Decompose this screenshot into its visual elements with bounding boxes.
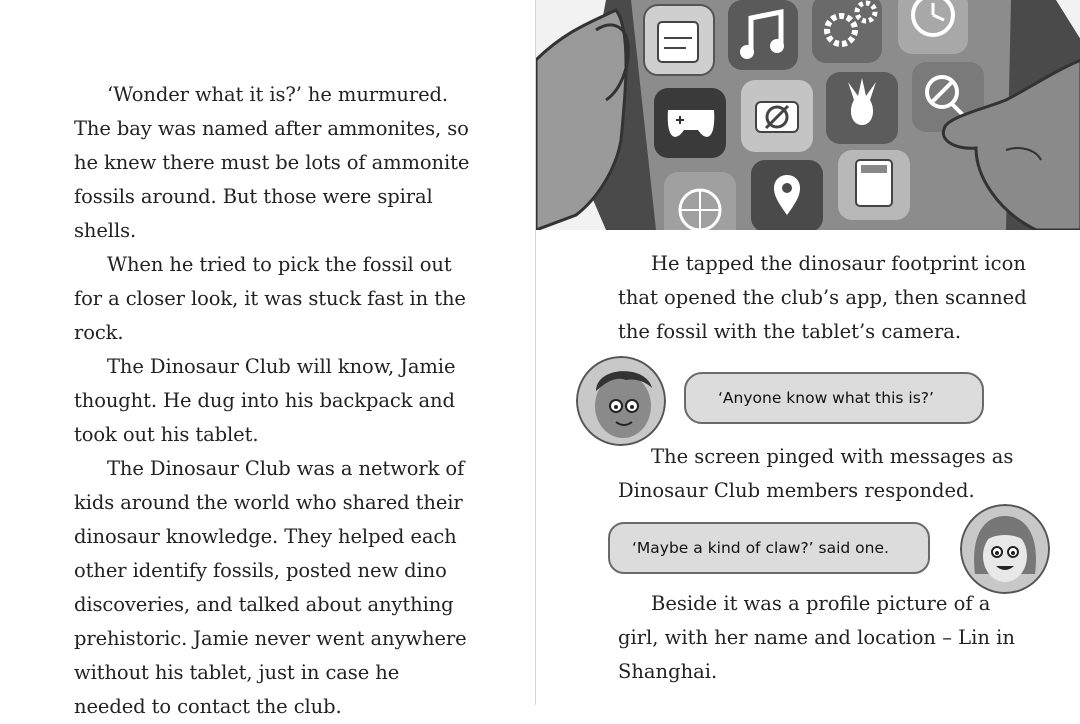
camera-off-icon [741, 80, 813, 152]
speech-bubble-jamie [684, 372, 984, 424]
left-paragraph-4: The Dinosaur Club was a network of kids around the world who shared their dinosaur knowledge. They helped each other identify fossils, posted new dino discoveries, and talked about anything prehistoric. Jamie never went anywhere without his tablet, just in case he needed to contact the club. [74, 457, 467, 718]
lin-avatar [960, 504, 1050, 594]
notepad-icon [644, 5, 714, 75]
gears-icon [812, 0, 882, 63]
tablet-illustration-svg [536, 0, 1080, 230]
map-pin-icon [751, 160, 823, 230]
clock-icon [898, 0, 968, 54]
left-paragraph-1: ‘Wonder what it is?’ he murmured. The bay was named after ammonites, so he knew there must be lots of ammonite fossils around. But those were spiral shells. [74, 83, 470, 242]
left-page-text [74, 78, 474, 724]
bubble-jamie-text: ‘Anyone know what this is?’ [718, 389, 934, 407]
left-page [0, 0, 535, 718]
left-paragraph-3: The Dinosaur Club will know, Jamie thought. He dug into his backpack and took out his tablet. [74, 355, 456, 446]
right-paragraph-2: The screen pinged with messages as Dinosaur Club members responded. [618, 445, 1014, 502]
calculator-icon [838, 150, 910, 220]
gamepad-icon [654, 88, 726, 158]
music-note-icon [728, 0, 798, 70]
bubble-member-text: ‘Maybe a kind of claw?’ said one. [632, 539, 889, 557]
globe-icon [664, 172, 736, 230]
tablet-illustration [536, 0, 1080, 230]
left-paragraph-2: When he tried to pick the fossil out for a closer look, it was stuck fast in the rock. [74, 253, 466, 344]
right-page [535, 0, 1080, 705]
right-paragraph-3: Beside it was a profile picture of a girl, with her name and location – Lin in Shanghai. [618, 592, 1015, 683]
dinosaur-footprint-icon [826, 72, 898, 144]
speech-bubble-member [608, 522, 930, 574]
jamie-avatar [576, 356, 666, 446]
right-paragraph-1: He tapped the dinosaur footprint icon that opened the club’s app, then scanned the fossil with the tablet’s camera. [618, 252, 1027, 343]
